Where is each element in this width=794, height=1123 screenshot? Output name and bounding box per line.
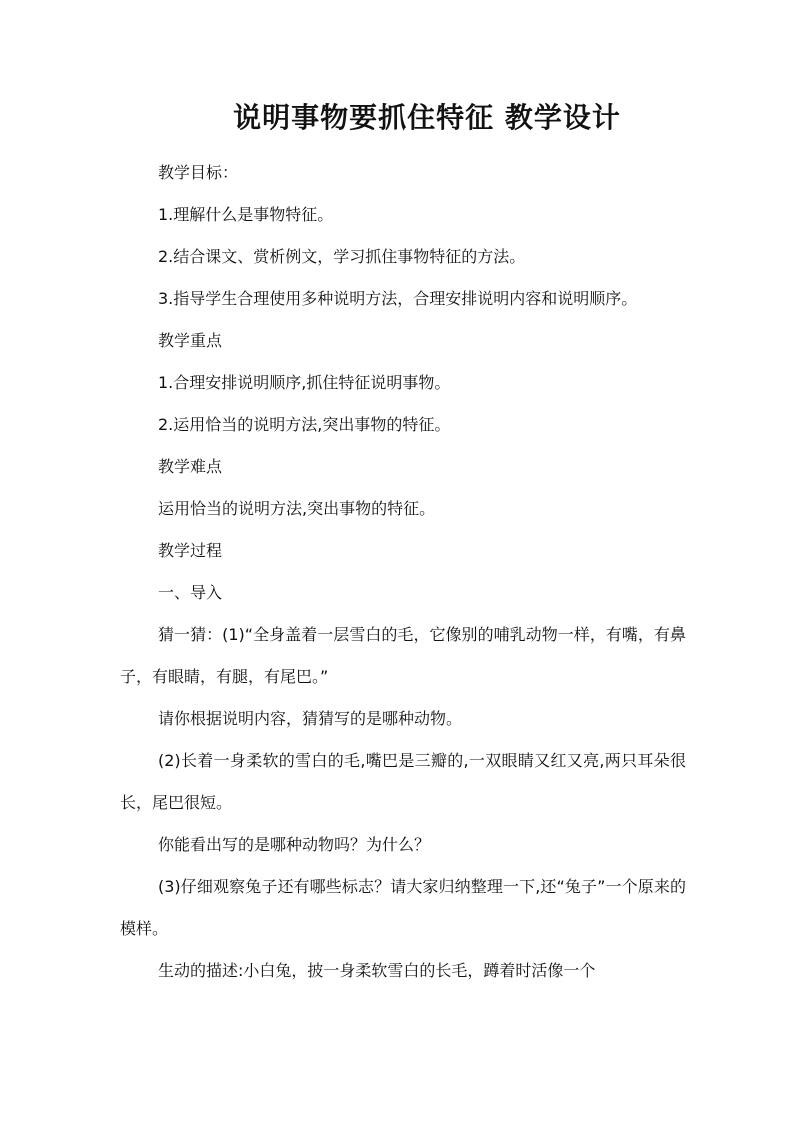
paragraph-guess-1: 猜一猜：(1)“全身盖着一层雪白的毛，它像别的哺乳动物一样，有嘴，有鼻子，有眼睛，有腿，有尾巴。”	[120, 625, 686, 686]
paragraph-introduction-heading: 一、导入	[158, 583, 223, 602]
paragraph-key-point-1: 1.合理安排说明顺序,抓住特征说明事物。	[158, 373, 451, 392]
paragraph-guess-3: (3)仔细观察兔子还有哪些标志？请大家归纳整理一下,还“兔子”一个原来的模样。	[120, 877, 686, 938]
paragraph-goal-1: 1.理解什么是事物特征。	[158, 205, 334, 224]
paragraph-goal-3: 3.指导学生合理使用多种说明方法，合理安排说明内容和说明顺序。	[158, 289, 638, 308]
paragraph-guess-question-2: 你能看出写的是哪种动物吗？为什么？	[158, 835, 431, 854]
paragraph-key-point-2: 2.运用恰当的说明方法,突出事物的特征。	[158, 415, 451, 434]
document-title: 说明事物要抓住特征 教学设计	[233, 101, 621, 134]
paragraph-vivid-description: 生动的描述:小白兔，披一身柔软雪白的长毛，蹲着时活像一个	[158, 961, 596, 980]
paragraph-process-heading: 教学过程	[158, 541, 223, 560]
paragraph-key-points-heading: 教学重点	[158, 331, 223, 350]
paragraph-guess-question-1: 请你根据说明内容，猜猜写的是哪种动物。	[158, 709, 463, 728]
paragraph-difficulty: 运用恰当的说明方法,突出事物的特征。	[158, 499, 436, 518]
paragraph-difficulty-heading: 教学难点	[158, 457, 223, 476]
paragraph-goal-2: 2.结合课文、赏析例文，学习抓住事物特征的方法。	[158, 247, 526, 266]
paragraph-teaching-goals-heading: 教学目标：	[158, 163, 239, 182]
paragraph-guess-2: (2)长着一身柔软的雪白的毛,嘴巴是三瓣的,一双眼睛又红又亮,两只耳朵很长，尾巴很短。	[120, 751, 686, 812]
document-body	[120, 152, 686, 992]
